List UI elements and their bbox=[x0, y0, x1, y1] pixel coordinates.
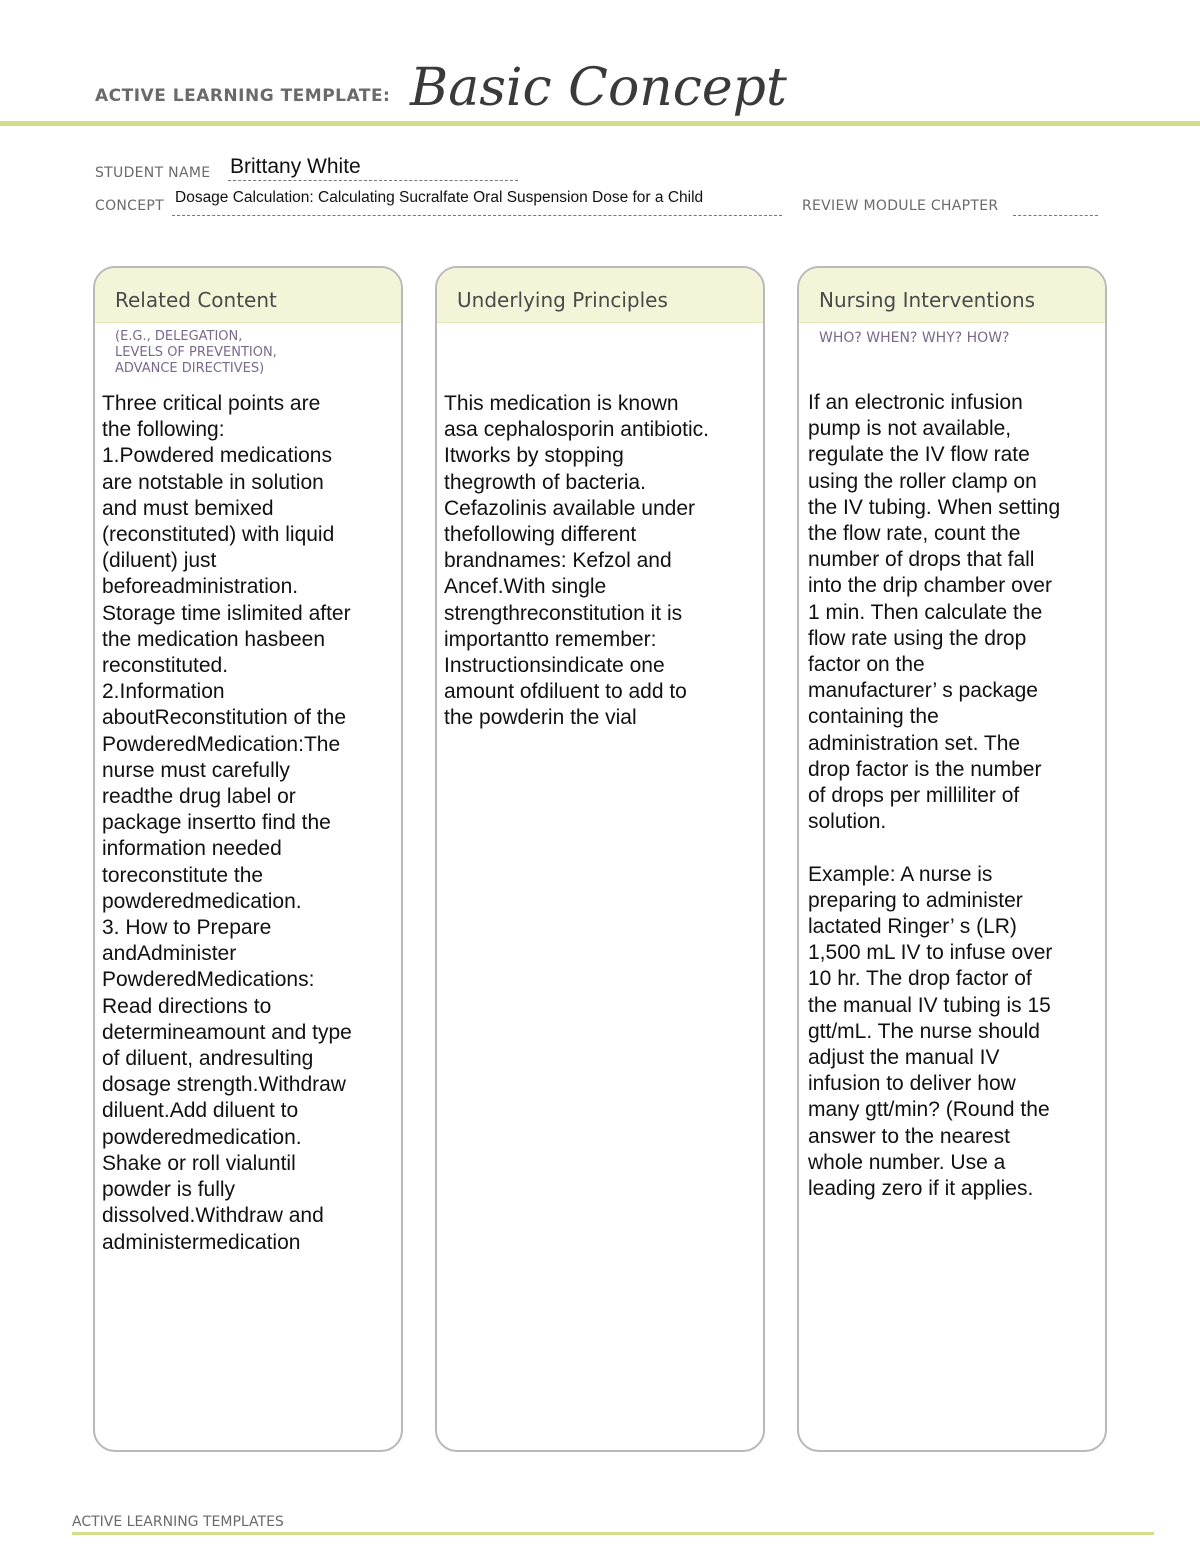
footer-divider bbox=[72, 1532, 1154, 1535]
template-label: ACTIVE LEARNING TEMPLATE: bbox=[95, 86, 391, 106]
related-content-title: Related Content bbox=[115, 288, 277, 312]
underlying-principles-title: Underlying Principles bbox=[457, 288, 668, 312]
related-content-subtitle bbox=[115, 329, 277, 377]
nursing-interventions-panel bbox=[797, 266, 1107, 1452]
related-content-text[interactable]: Three critical points are the following: 1.Powdered medications are notstable in solution and must bemixed (reconstituted) with liquid (diluent) just beforeadministration. Storage time islimited after the medication hasbeen reconstituted. 2.Information aboutReconstitution of the PowderedMedication:The nurse must carefully readthe drug label or package insertto find the information needed toreconstitute the powderedmedication. 3. How to Prepare andAdminister PowderedMedications: Read directions to determineamount and type of diluent, andresulting dosage strength.Withdraw diluent.Add diluent to powderedmedication. Shake or roll vialuntil powder is fully dissolved.Withdraw and administermedication bbox=[102, 392, 352, 1254]
student-name-label: STUDENT NAME bbox=[95, 165, 211, 181]
footer-label: ACTIVE LEARNING TEMPLATES bbox=[72, 1514, 284, 1530]
student-name-value: Brittany White bbox=[230, 155, 361, 178]
header-divider bbox=[0, 121, 1200, 126]
underlying-principles-text[interactable]: This medication is known asa cephalosporin antibiotic. Itworks by stopping thegrowth of bacteria. Cefazolinis available under thefollowing different brandnames: Kefzol and Ancef.With single strengthreconstitution it is importantto remember: Instructionsindicate one amount ofdiluent to add to the powderin the vial bbox=[444, 392, 710, 730]
review-module-label: REVIEW MODULE CHAPTER bbox=[802, 198, 999, 214]
nursing-interventions-title: Nursing Interventions bbox=[819, 288, 1036, 312]
concept-value: Dosage Calculation: Calculating Sucralfate Oral Suspension Dose for a Child bbox=[175, 189, 704, 206]
related-sub-line: (E.G., DELEGATION, bbox=[115, 329, 243, 344]
related-sub-line: ADVANCE DIRECTIVES) bbox=[115, 361, 265, 376]
concept-label: CONCEPT bbox=[95, 198, 164, 214]
nursing-interventions-text[interactable]: If an electronic infusion pump is not available, regulate the IV flow rate using the roller clamp on the IV tubing. When setting the flow rate, count the number of drops that fall into the drip chamber over 1 min. Then calculate the flow rate using the drop factor on the manufacturer’ s package containing the administration set. The drop factor is the number of drops per milliliter of solution. Example: A nurse is preparing to administer lactated Ringer’ s (LR) 1,500 mL IV to infuse over 10 hr. The drop factor of the manual IV tubing is 15 gtt/mL. The nurse should adjust the manual IV infusion to deliver how many gtt/min? (Round the answer to the nearest whole number. Use a leading zero if it applies. bbox=[808, 391, 1061, 1201]
nursing-interventions-subtitle: WHO? WHEN? WHY? HOW? bbox=[819, 330, 1010, 346]
underlying-principles-panel bbox=[435, 266, 765, 1452]
page-title: Basic Concept bbox=[410, 58, 787, 118]
related-content-panel bbox=[93, 266, 403, 1452]
related-sub-line: LEVELS OF PREVENTION, bbox=[115, 345, 277, 360]
review-module-field[interactable] bbox=[1013, 198, 1098, 216]
